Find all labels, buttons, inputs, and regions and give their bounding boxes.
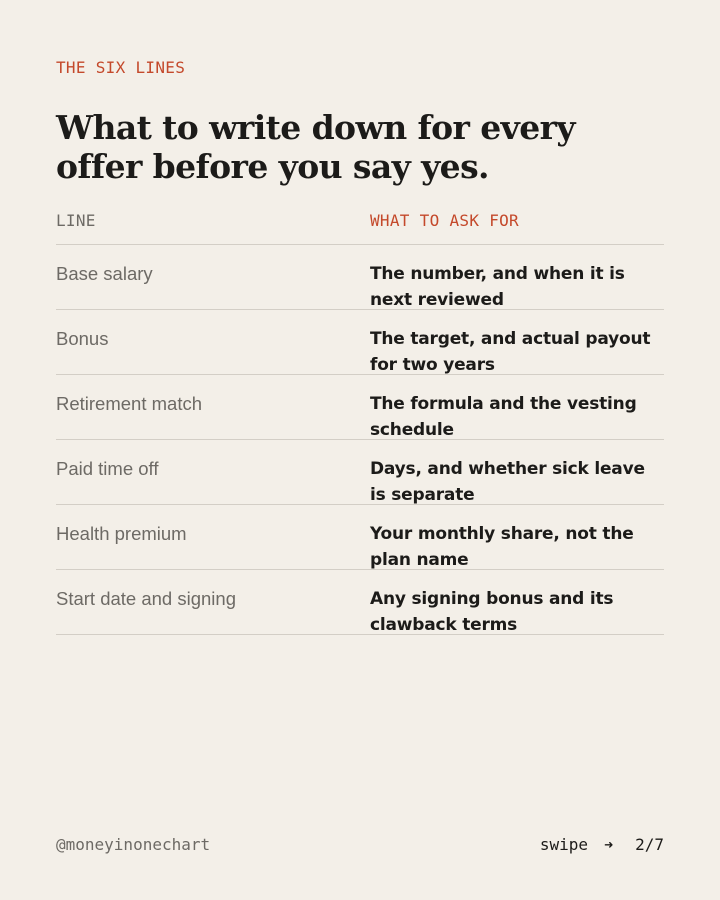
carousel-card	[56, 0, 664, 900]
ask-cell: The formula and the vesting schedule	[370, 394, 637, 440]
line-cell: Retirement match	[56, 393, 202, 414]
table-header	[56, 204, 664, 245]
page-indicator: 2/7	[635, 835, 664, 854]
line-cell: Bonus	[56, 328, 109, 349]
line-cell: Start date and signing	[56, 588, 236, 609]
ask-cell: The number, and when it is next reviewed	[370, 264, 625, 310]
table-row	[56, 245, 664, 310]
line-cell: Paid time off	[56, 458, 159, 479]
pager[interactable]	[540, 832, 664, 858]
swipe-label[interactable]: swipe	[539, 835, 589, 854]
ask-cell: The target, and actual payout for two years	[370, 329, 651, 375]
page-title: What to write down for every offer before you say yes.	[56, 108, 575, 186]
table-row	[56, 440, 664, 505]
table-row	[56, 375, 664, 440]
arrow-right-icon[interactable]: ➜	[604, 836, 614, 854]
account-handle[interactable]: @moneyinonechart	[56, 835, 211, 854]
table-row	[56, 570, 664, 635]
line-cell: Base salary	[56, 263, 153, 284]
table-row	[56, 505, 664, 570]
column-header-ask: WHAT TO ASK FOR	[370, 211, 519, 230]
ask-cell: Your monthly share, not the plan name	[370, 524, 634, 570]
eyebrow-label: THE SIX LINES	[56, 58, 186, 77]
table-row	[56, 310, 664, 375]
column-header-line: LINE	[56, 211, 96, 230]
line-cell: Health premium	[56, 523, 187, 544]
footer	[56, 832, 664, 858]
offer-lines-table	[56, 204, 664, 635]
ask-cell: Days, and whether sick leave is separate	[370, 459, 645, 505]
ask-cell: Any signing bonus and its clawback terms	[370, 589, 614, 635]
